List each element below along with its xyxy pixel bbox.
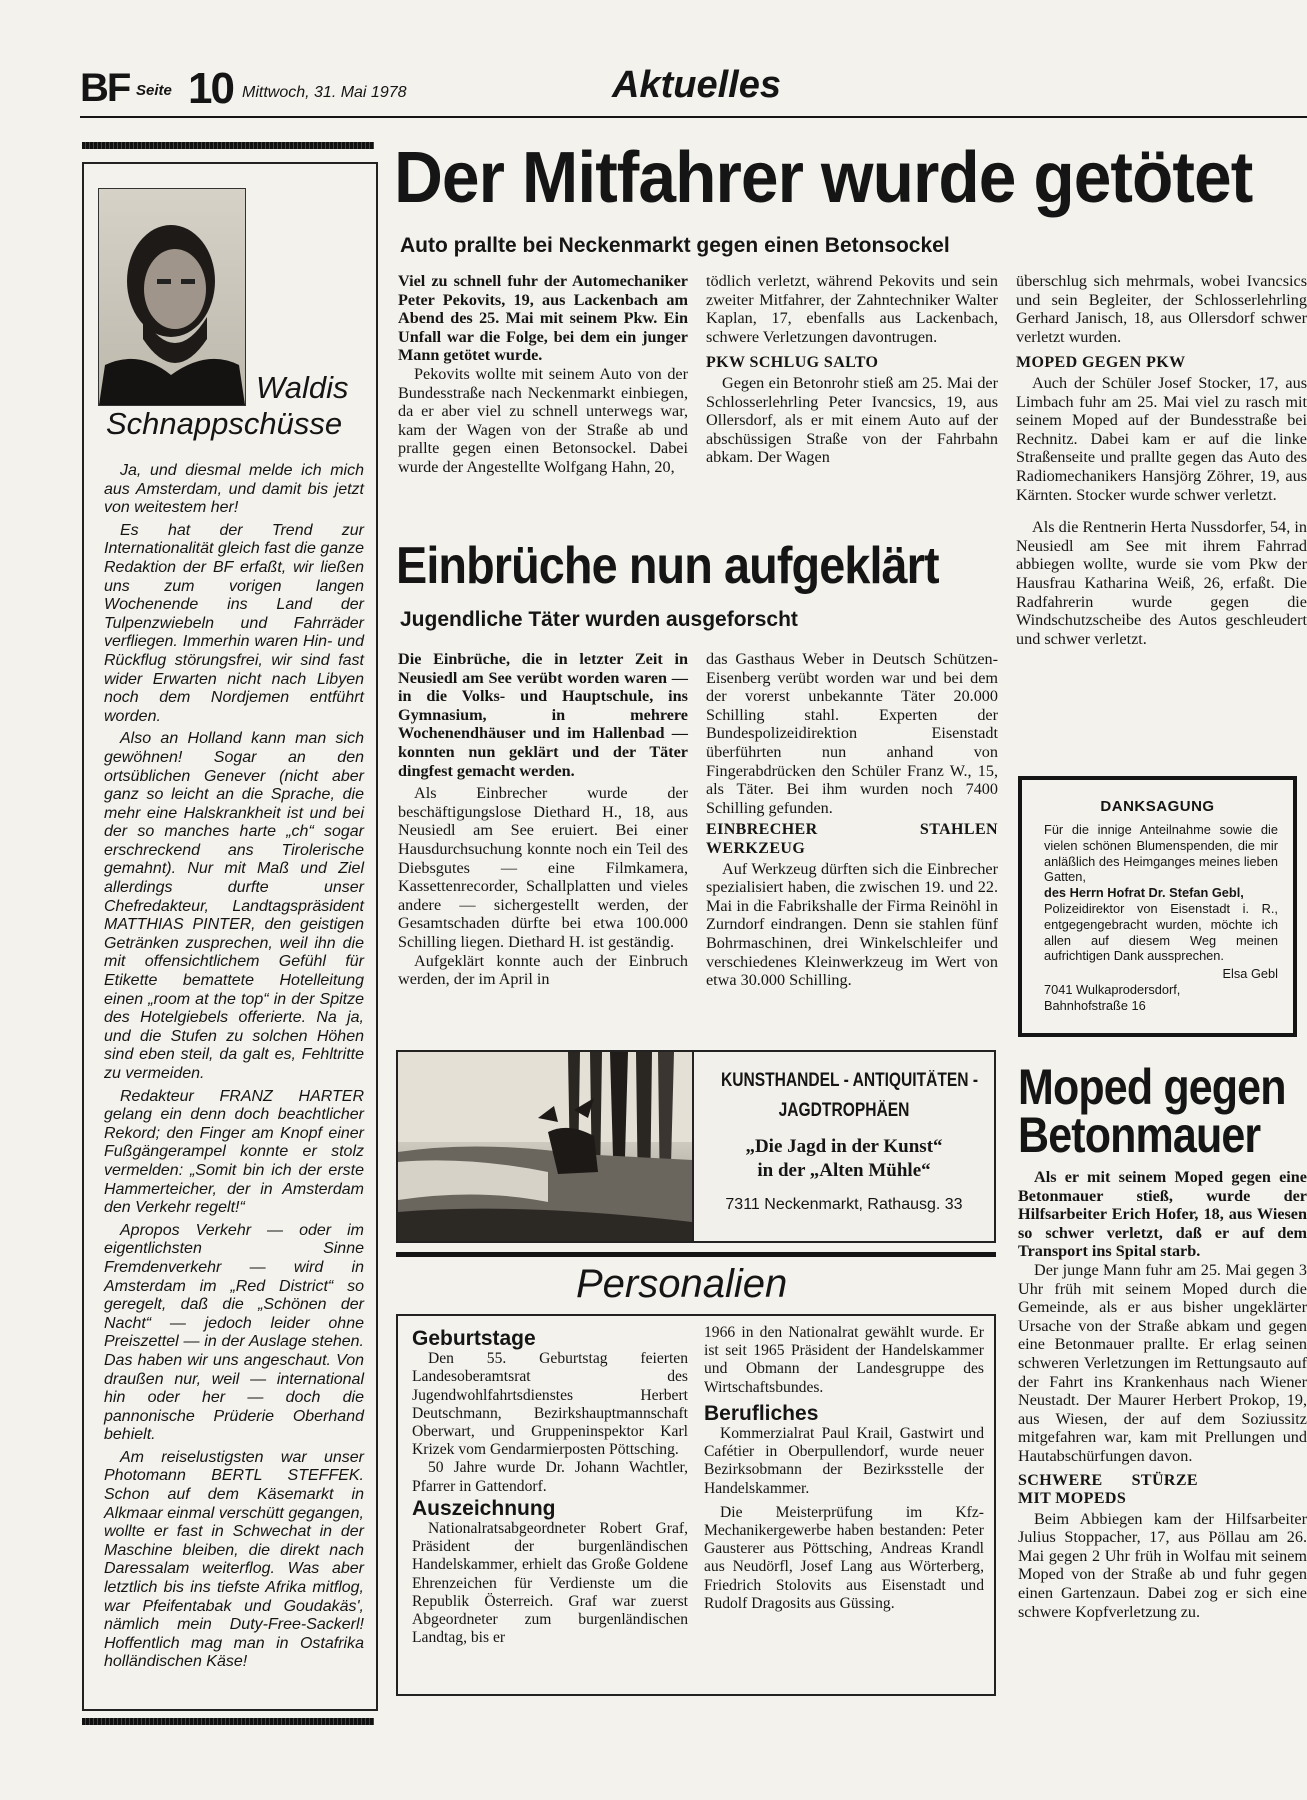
glosse-paragraph: Es hat der Trend zur Internationalität gleich fast die ganze Redaktion der BF erfaßt, wir ließen uns zum vorigen langen Wochenende ins Land der Tulpenzwiebeln und Fahrräder verfliegen. Immerhin waren Hin- und Rückflug störungsfrei, wir sind fast wider Erwarten nicht nach Libyen noch dem Nordjemen entführt worden. <box>104 521 364 725</box>
personalien-paragraph: Nationalratsabgeordneter Robert Graf, Präsident der burgenländischen Handelskammer, erhielt das Große Goldene Ehrenzeichen für Verdienste um die Republik Österreich. Graf war zuerst Abgeordneter zum burgenländischen Landtag, bis er <box>412 1520 688 1647</box>
ad-line3: „Die Jagd in der Kunst“ <box>745 1136 943 1157</box>
article1-paragraph: Pekovits wollte mit seinem Auto von der Bundesstraße nach Neckenmarkt einbiegen, da er aber viel zu schnell unterwegs war, kam der Wagen von der Straße ab und prallte gegen einen Betonsockel. Dabei wurde der Angestellte Wolfgang Hahn, 20, <box>398 364 688 476</box>
danksagung-box <box>1018 776 1297 1037</box>
article3-lead: Als er mit seinem Moped gegen eine Betonmauer stieß, wurde der Hilfsarbeiter Erich Hofer, 18, aus Wiesen so schwer verletzt, daß er auf dem Transport ins Spital starb. <box>1018 1168 1307 1261</box>
danksagung-address1: 7041 Wulkaprodersdorf, <box>1044 981 1181 997</box>
ad-line2: JAGDTROPHÄEN <box>778 1100 910 1121</box>
danksagung-title: DANKSAGUNG <box>1100 798 1215 815</box>
glosse-paragraph: Am reiselustigsten war unser Photomann BERTL STEFFEK. Schon auf dem Käsemarkt in Alkmaar einmal verschütt gegangen, wollte er fast in Schwechat in der Maschine bleiben, die direkt nach Daressalam weiterflog. Was aber letztlich bis ins tiefste Afrika mitflog, war Pfeifentabak und Goudakäs', nämlich mein Duty-Free-Sackerl! Hoffentlich mag man in Ostafrika holländischen Käse! <box>104 1448 364 1671</box>
article2-paragraph: Als Einbrecher wurde der beschäftigungslose Diethard H., 18, aus Neusiedl am See eruiert. Bei einer Hausdurchsuchung konnte noch ein Teil des Diebsgutes — eine Filmkamera, Kassettenrecorder, Schallplatten und vieles andere — sichergestellt werden, der Gesamtschaden dürfte bei etwa 100.000 Schilling liegen. Diethard H. ist geständig. <box>398 784 688 951</box>
personalien-title: Personalien <box>576 1262 788 1306</box>
article1-col2 <box>706 272 998 467</box>
page-number: 10 <box>188 64 233 113</box>
danksagung-text1: Für die innige Anteilnahme sowie die vielen schönen Blumenspenden, die mir anläßlich des Heimganges meines lieben Gatten, <box>1044 822 1278 885</box>
article1-lead: Viel zu schnell fuhr der Automechaniker Peter Pekovits, 19, aus Lackenbach am Abend des 25. Mai mit seinem Pkw. Ein Unfall war die Folge, bei dem ein junger Mann getötet wurde. <box>398 272 688 365</box>
masthead-logo: BF <box>80 66 130 110</box>
personalien-col2 <box>704 1324 984 1613</box>
article1-paragraph: überschlug sich mehrmals, wobei Ivancsics und sein Begleiter, der Schlosserlehrling Gerhard Janisch, 18, aus Ollersdorf schwer verletzt wurden. <box>1016 272 1307 346</box>
masthead-rule <box>80 116 1307 118</box>
article2-paragraph: Aufgeklärt konnte auch der Einbruch werden, der im April in <box>398 951 688 989</box>
masthead <box>80 58 1307 118</box>
article2-lead: Die Einbrüche, die in letzter Zeit in Neusiedl am See verübt worden waren — in die Volks- und Hauptschule, ins Gymnasium, in mehrere Wochenendhäuser und im Hallenbad — konnten nun geklärt und der Täter dingfest gemacht werden. <box>398 650 688 780</box>
article2-subheadline: Jugendliche Täter wurden ausgeforscht <box>400 608 798 631</box>
article1-col3 <box>1016 272 1307 648</box>
glosse-top-bar <box>82 142 374 149</box>
personalien-paragraph: 1966 in den Nationalrat gewählt wurde. Er ist seit 1965 Präsident der Handelskammer und Obmann der Landesgruppe des Wirtschaftsbundes. <box>704 1324 984 1396</box>
glosse-paragraph: Redakteur FRANZ HARTER gelang ein denn doch beachtlicher Rekord; den Finger am Knopf einer Fußgängerampel konnte er stolz vermelden: „Somit bin ich der erste Hammerteicher, der in Amsterdam den Verkehr regelt!“ <box>104 1087 364 1217</box>
article2-subhead-werkzeug: EINBRECHER STAHLEN WERKZEUG <box>706 821 998 857</box>
danksagung-address2: Bahnhofstraße 16 <box>1044 997 1146 1013</box>
glosse-paragraph: Ja, und diesmal melde ich mich aus Amsterdam, und damit bis jetzt von weitestem her! <box>104 462 364 517</box>
masthead-seite-label: Seite <box>136 82 172 99</box>
article3-paragraph: Der junge Mann fuhr am 25. Mai gegen 3 Uhr früh mit seinem Moped durch die Gemeinde, als er aus bisher ungeklärter Ursache von der Straße abkam und gegen eine Betonmauer prallte. Er erlag seinen schweren Verletzungen im Rettungsauto auf der Fahrt ins Krankenhaus nach Wiener Neustadt. Der Maurer Herbert Prokop, 19, aus Wiesen, der auf dem Soziussitz mitgefahren war, kam mit Prellungen und Hautabschürfungen davon. <box>1018 1260 1307 1465</box>
danksagung-name: des Herrn Hofrat Dr. Stefan Gebl, <box>1044 885 1244 901</box>
personalien-col1 <box>412 1326 688 1647</box>
article1-paragraph: tödlich verletzt, während Pekovits und sein zweiter Mitfahrer, der Zahntechniker Walter Kaplan, 17, ebenfalls aus Lackenbach, schwere Verletzungen davontrugen. <box>706 272 998 346</box>
personalien-heading-geburtstage: Geburtstage <box>412 1327 536 1350</box>
glosse-portrait-photo <box>98 188 246 406</box>
personalien-paragraph: Den 55. Geburtstag feierten Landesoberamtsrat des Jugendwohlfahrtsdienstes Herbert Deutschmann, Bezirkshauptmannschaft Oberwart, und Gruppeninspektor Karl Krizek vom Gendarmierposten Pöttsching. <box>412 1350 688 1459</box>
personalien-box <box>396 1314 996 1696</box>
ad-kunsthandel-text <box>692 1052 994 1241</box>
article3-body <box>1018 1168 1307 1768</box>
article2-col1 <box>398 650 688 989</box>
article2-col2 <box>706 650 998 990</box>
article3-subhead-stuerze: SCHWERE STÜRZE MIT MOPEDS <box>1018 1471 1198 1508</box>
danksagung-text2: Polizeidirektor von Eisenstadt i. R., entgegengebracht wurden, möchte ich allen auf diesem Weg meinen aufrichtigen Dank aussprechen. <box>1044 900 1278 964</box>
article1-subhead-moped-pkw: MOPED GEGEN PKW <box>1016 354 1186 372</box>
danksagung-signature: Elsa Gebl <box>1222 966 1278 982</box>
personalien-heading-berufliches: Berufliches <box>704 1401 819 1425</box>
article1-subhead-pkw-salto: PKW SCHLUG SALTO <box>706 354 879 372</box>
article1-paragraph: Auch der Schüler Josef Stocker, 17, aus Limbach fuhr am 25. Mai viel zu rasch mit seinem Moped auf der Bundesstraße bei Rechnitz. Dabei kam er auf die linke Straßenseite und prallte gegen das Auto des Radiomechanikers Hansjörg Zöhrer, 19, aus Kärnten. Stocker wurde schwer verletzt. <box>1016 373 1307 504</box>
ad-address: 7311 Neckenmarkt, Rathausg. 33 <box>725 1196 963 1213</box>
personalien-top-rule <box>396 1252 996 1257</box>
section-title: Aktuelles <box>612 64 781 106</box>
glosse-paragraph: Also an Holland kann man sich gewöhnen! Sogar an den ortsüblichen Genever (nicht aber ganz so leicht an die Sprache, die mehr eine Halskrankheit ist und bei der so manches harte „ch“ sogar erschreckend ans Tirolerische gemahnt). Nur mit Maß und Ziel allerdings durfte unser Chefredakteur, Landtagspräsident MATTHIAS PINTER, den geistigen Getränken zusprechen, weil ihn die mit offensichtlichem Gefühl für Etikette bemattete Hotelleitung einen „room at the top“ in der Spitze des Hotelgiebels offerierte. Na ja, und die Stufen zu solchen Höhen sind eben steil, da galt es, Fehltritte zu vermeiden. <box>104 730 364 1082</box>
glosse-bottom-bar <box>82 1718 374 1725</box>
danksagung-body <box>1044 822 1278 1014</box>
article3-headline-line1: Moped gegen <box>1018 1059 1286 1115</box>
personalien-paragraph: Kommerzialrat Paul Krail, Gastwirt und Cafétier in Oberpullendorf, wurde neuer Bezirksobmann der Bezirksstelle der Handelskammer. <box>704 1425 984 1497</box>
personalien-paragraph: 50 Jahre wurde Dr. Johann Wachtler, Pfarrer in Gattendorf. <box>412 1459 688 1495</box>
article1-paragraph: Gegen ein Betonrohr stieß am 25. Mai der Schlosserlehrling Peter Ivancsics, 19, aus Ollersdorf, als er mit einem Auto auf der abschüssigen Straße von der Fahrbahn abkam. Der Wagen <box>706 373 998 467</box>
ad-line1: KUNSTHANDEL - ANTIQUITÄTEN - <box>721 1070 979 1091</box>
personalien-paragraph: Die Meisterprüfung im Kfz-Mechanikergewerbe haben bestanden: Peter Gausterer aus Pöttsching, Andreas Krandl aus Neudörfl, Josef Lang aus Wörterberg, Friedrich Stolovits aus Eisenstadt und Rudolf Dragosits aus Güssing. <box>704 1503 984 1612</box>
article1-col1 <box>398 272 688 477</box>
article2-paragraph: das Gasthaus Weber in Deutsch Schützen-Eisenberg verübt worden war und bei dem der vorerst unbekannte Täter 20.000 Schilling stahl. Experten der Bundespolizeidirektion Eisenstadt überführten nun anhand von Fingerabdrücken den Schüler Franz W., 15, als Täter. Bei ihm wurden noch 7400 Schilling gefunden. <box>706 650 998 817</box>
article2-headline: Einbrüche nun aufgeklärt <box>396 537 939 595</box>
glosse-paragraph: Apropos Verkehr — oder im eigentlichsten Sinne Fremdenverkehr — wird in Amsterdam im „Red District“ so geregelt, daß die „Schönen der Nacht“ — jedoch leider ohne Preiszettel — in der Auslage stehen. Das haben wir uns angeschaut. Von draußen nur, weil — international hin oder her — doch die pannonische Prüderie Oberhand behielt. <box>104 1221 364 1444</box>
glosse-text <box>104 462 364 1672</box>
ad-kunsthandel <box>396 1050 996 1243</box>
glosse-title-line1: Waldis <box>256 370 349 405</box>
masthead-date: Mittwoch, 31. Mai 1978 <box>242 84 407 101</box>
ad-hunting-painting <box>398 1052 692 1241</box>
glosse-title-line2: Schnappschüsse <box>106 406 343 441</box>
article2-paragraph: Auf Werkzeug dürften sich die Einbrecher spezialisiert haben, die zwischen 19. und 22. Mai in die Fabrikshalle der Firma Reinöhl in Zurndorf eindrangen. Denn sie stahlen fünf Bohrmaschinen, drei Winkelschleifer und verschiedenes Kleinwerkzeug im Wert von etwa 30.000 Schilling. <box>706 859 998 990</box>
article1-headline: Der Mitfahrer wurde getötet <box>394 138 1253 218</box>
personalien-heading-auszeichnung: Auszeichnung <box>412 1496 556 1520</box>
article1-subheadline: Auto prallte bei Neckenmarkt gegen einen Betonsockel <box>400 234 950 257</box>
ad-line4: in der „Alten Mühle“ <box>757 1160 931 1181</box>
article3-paragraph: Beim Abbiegen kam der Hilfsarbeiter Julius Stoppacher, 17, aus Pöllau am 26. Mai gegen 2 Uhr früh in Wolfau mit seinem Moped von der Straße ab und fuhr gegen einen Gartenzaun. Dabei zog er sich eine schwere Kopfverletzung zu. <box>1018 1509 1307 1621</box>
article3-headline-line2: Betonmauer <box>1018 1107 1261 1163</box>
article1-paragraph: Als die Rentnerin Herta Nussdorfer, 54, in Neusiedl am See mit ihrem Fahrrad abbiegen wollte, wurde sie vom Pkw der Hausfrau Katharina Weiß, 26, erfaßt. Die Radfahrerin wurde gegen die Windschutzscheibe des Autos geschleudert und schwer verletzt. <box>1016 518 1307 648</box>
